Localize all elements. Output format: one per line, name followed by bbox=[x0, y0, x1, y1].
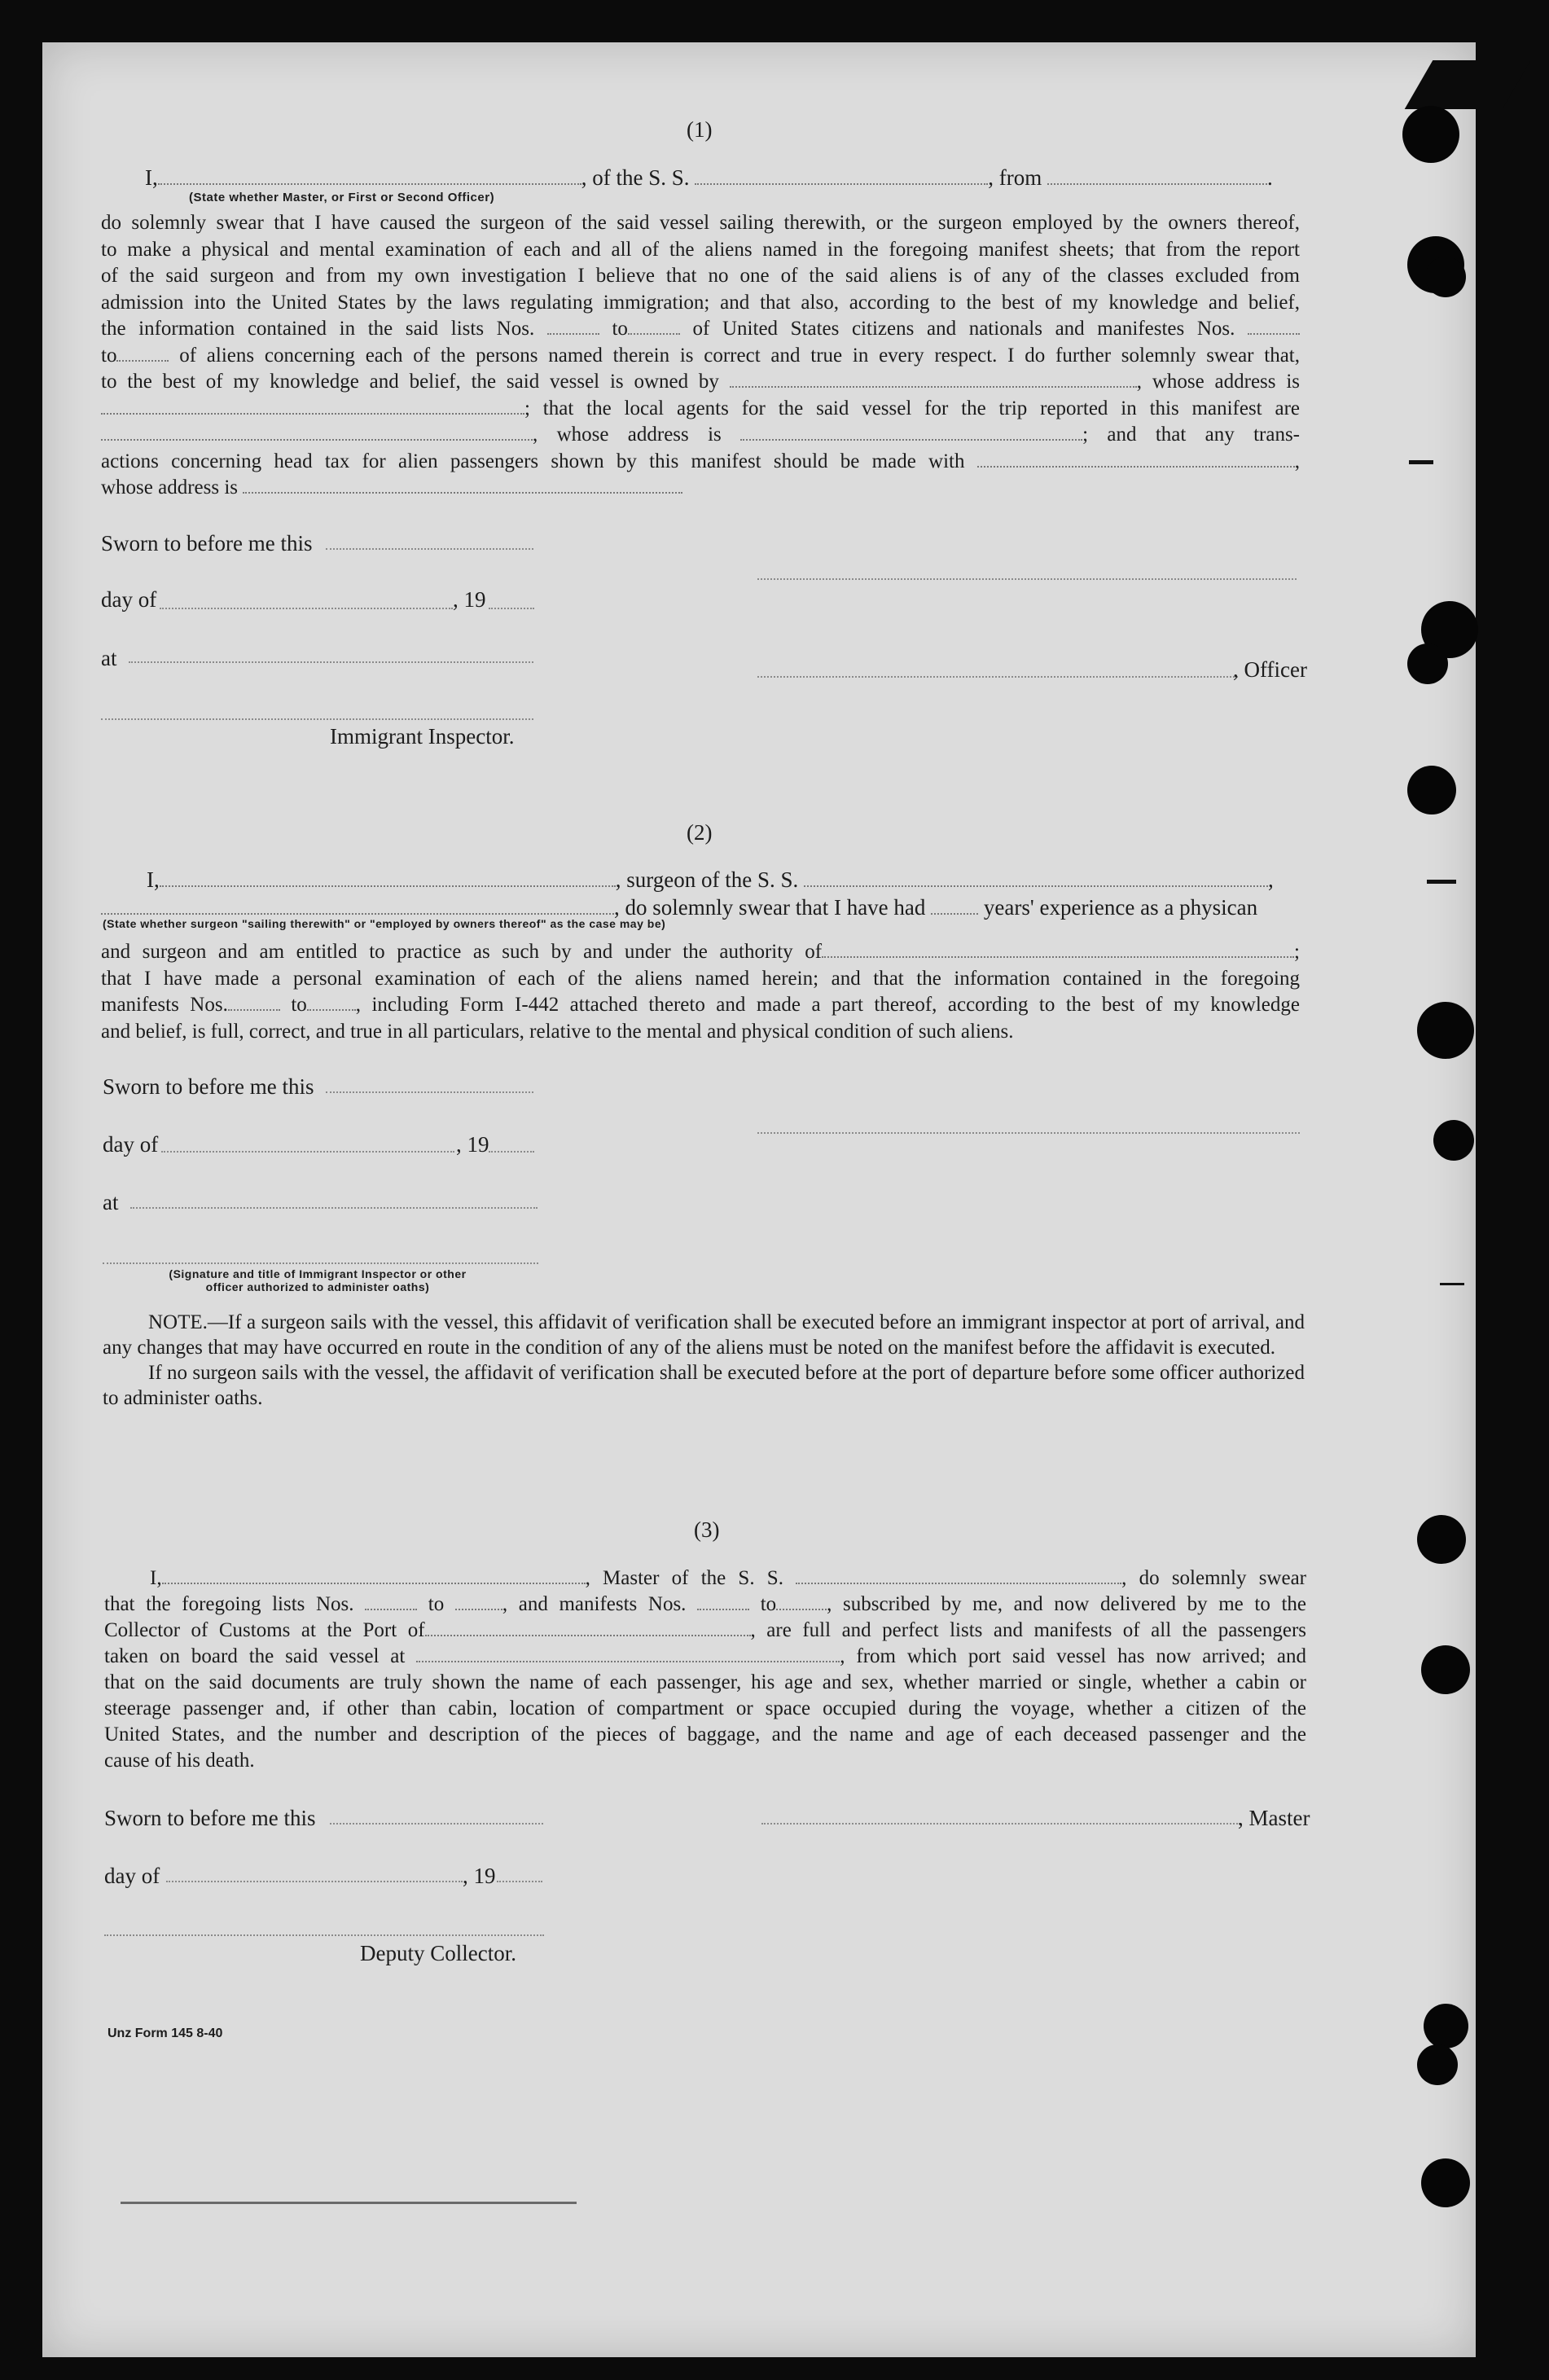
manifests-to-field[interactable] bbox=[307, 1008, 356, 1011]
head-tax-agent-field[interactable] bbox=[977, 465, 1295, 468]
binder-hole bbox=[1433, 1120, 1474, 1161]
day-of-label: day of bbox=[103, 1132, 159, 1157]
binder-hole bbox=[1421, 1645, 1470, 1694]
collector-signature-line[interactable] bbox=[104, 1934, 544, 1936]
lists-to-field[interactable] bbox=[455, 1608, 502, 1610]
officer-note: (State whether Master, or First or Second Officer) bbox=[189, 191, 495, 204]
agents-address-field[interactable] bbox=[740, 438, 1082, 441]
binder-hole bbox=[1421, 2158, 1470, 2207]
surgeon-state-note: (State whether surgeon "sailing therewith" or "employed by owners thereof" as the case may be) bbox=[103, 917, 666, 930]
manifests-from-field[interactable] bbox=[1248, 332, 1300, 335]
authority-field[interactable] bbox=[822, 955, 1294, 958]
years-field[interactable] bbox=[931, 912, 978, 915]
section1-line1 bbox=[145, 165, 1273, 191]
section1-paragraph: do solemnly swear that I have caused the surgeon of the said vessel sailing therewith, or the surgeon employed by the owners thereof, to make a physical and mental examination of each and all of the aliens named in the foregoing manifest sheets; that from the report of the said surgeon and from my own investigation I believe that no one of the said aliens is of any of the classes excluded from admission into the United States by the laws regulating immigration; and that also, according to the best of my knowledge and belief, the information contained in the said lists Nos. to of United States citizens and nationals and manifestes Nos. to of aliens concerning each of the persons named therein is correct and true in every respect. I do further solemnly swear that, to the best of my knowledge and belief, the said vessel is owned by , whose address is ; that the local agents for the said vessel for the trip reported in this manifest are , whose address is ; and that any trans- actions concerning head tax for alien passengers shown by this manifest should be made with , whose address is bbox=[101, 212, 1301, 498]
lists-to-field[interactable] bbox=[628, 332, 680, 335]
signature-line[interactable] bbox=[103, 1262, 538, 1264]
surgeon-ship-field[interactable] bbox=[804, 885, 1268, 887]
year-field[interactable] bbox=[489, 1151, 534, 1153]
officer-title-line[interactable] bbox=[757, 676, 1238, 678]
owner-field[interactable] bbox=[730, 385, 1137, 388]
lists-from-field[interactable] bbox=[365, 1608, 417, 1610]
at-field[interactable] bbox=[129, 661, 533, 663]
sworn-label: Sworn to before me this bbox=[101, 531, 313, 555]
section-number: (2) bbox=[687, 820, 713, 845]
year-label: , 19 bbox=[456, 1132, 489, 1157]
section-number: (3) bbox=[694, 1517, 720, 1542]
binder-hole bbox=[1407, 643, 1448, 684]
sworn-day-field[interactable] bbox=[326, 1091, 533, 1093]
at-label: at bbox=[101, 646, 117, 670]
year-label: , 19 bbox=[463, 1864, 496, 1888]
lists-from-field[interactable] bbox=[547, 332, 599, 335]
year-label: , 19 bbox=[453, 587, 486, 612]
section-number: (1) bbox=[687, 117, 713, 142]
signature-note-1: (Signature and title of Immigrant Inspector or other bbox=[169, 1267, 467, 1280]
inspector-label: Immigrant Inspector. bbox=[330, 724, 515, 749]
master-label: , Master bbox=[1238, 1806, 1310, 1830]
agents-field[interactable] bbox=[101, 438, 533, 441]
surgeon-signature-line[interactable] bbox=[757, 1132, 1300, 1134]
sworn-label: Sworn to before me this bbox=[104, 1806, 316, 1830]
manifests-from-field[interactable] bbox=[228, 1008, 280, 1011]
label-from: , from bbox=[988, 165, 1042, 190]
at-label: at bbox=[103, 1190, 119, 1214]
binder-hole bbox=[1425, 257, 1466, 297]
folded-corner bbox=[1405, 60, 1531, 109]
signature-note-2: officer authorized to administer oaths) bbox=[205, 1280, 430, 1293]
year-field[interactable] bbox=[489, 608, 534, 609]
section3-paragraph: I, , Master of the S. S. , do solemnly swear that the foregoing lists Nos. to , and manifests Nos. to , subscribed by me, and now delivered by me to the Collector of Customs at the Port of , are full and perfect lists and manifests of all the passengers taken on board the said vessel at , from which port said vessel has now arrived; and that on the said documents are truly shown the name of each passenger, his age and sex, whether married or single, whether a cabin or steerage passenger and, if other than cabin, location of compartment or space occupied during the voyage, whether a citizen of the United States, and the number and description of the pieces of baggage, and the name and age of each deceased passenger and the cause of his death. bbox=[104, 1567, 1307, 1772]
binder-hole bbox=[1417, 1515, 1466, 1564]
section2-paragraph: and surgeon and am entitled to practice as such by and under the authority of ; that I have made a personal examination of each of the aliens named herein; and that the information contained in the foregoing manifests Nos. to , including Form I-442 attached thereto and made a part thereof, according to the best of my knowledge and belief, is full, correct, and true in all particulars, relative to the mental and physical condition of such aliens. bbox=[101, 941, 1301, 1043]
margin-mark bbox=[1427, 880, 1456, 884]
head-tax-address-field[interactable] bbox=[243, 491, 682, 494]
ship-name-field[interactable] bbox=[796, 1582, 1121, 1584]
label-period: . bbox=[1267, 165, 1273, 190]
departure-port-field[interactable] bbox=[416, 1660, 840, 1662]
owner-address-field[interactable] bbox=[101, 412, 524, 415]
section2-line2: , do solemnly swear that I have had years' experience as a physican bbox=[101, 894, 1257, 920]
day-of-field[interactable] bbox=[160, 608, 453, 609]
manifests-to-field[interactable] bbox=[776, 1608, 827, 1610]
binder-hole bbox=[1424, 2004, 1468, 2048]
sworn-day-field[interactable] bbox=[326, 548, 533, 550]
day-of-label: day of bbox=[104, 1864, 160, 1888]
binder-hole bbox=[1417, 1002, 1474, 1059]
master-name-field[interactable] bbox=[158, 182, 581, 185]
note-paragraph-2: If no surgeon sails with the vessel, the affidavit of verification shall be executed before at the port of departure before some officer authorized to administer oaths. bbox=[103, 1362, 1305, 1409]
master-name-field[interactable] bbox=[162, 1582, 586, 1584]
label-of-ss: , of the S. S. bbox=[581, 165, 690, 190]
form-number: Unz Form 145 8-40 bbox=[108, 2027, 223, 2040]
binder-hole bbox=[1417, 2044, 1458, 2085]
officer-signature-line[interactable] bbox=[757, 578, 1297, 580]
year-field[interactable] bbox=[497, 1881, 542, 1882]
manifests-to-field[interactable] bbox=[116, 359, 169, 362]
master-signature-line[interactable] bbox=[761, 1823, 1240, 1825]
at-field[interactable] bbox=[130, 1207, 538, 1209]
day-of-label: day of bbox=[101, 587, 157, 612]
sworn-label: Sworn to before me this bbox=[103, 1074, 314, 1099]
binder-hole bbox=[1407, 766, 1456, 815]
officer-label: , Officer bbox=[1233, 657, 1307, 682]
day-of-field[interactable] bbox=[161, 1151, 454, 1153]
page-streak bbox=[121, 2202, 577, 2204]
from-port-field[interactable] bbox=[1047, 182, 1267, 185]
sworn-day-field[interactable] bbox=[330, 1823, 543, 1825]
note-block bbox=[103, 1310, 1305, 1411]
margin-mark bbox=[1440, 1283, 1464, 1285]
deputy-collector-label: Deputy Collector. bbox=[360, 1941, 516, 1965]
port-field[interactable] bbox=[425, 1634, 751, 1636]
note-paragraph-1: NOTE.—If a surgeon sails with the vessel, this affidavit of verification shall be executed before an immigrant inspector at port of arrival, and any changes that may have occurred en route in the condition of any of the aliens must be noted on the manifest before the affidavit is executed. bbox=[103, 1311, 1305, 1359]
surgeon-type-field[interactable] bbox=[101, 912, 614, 915]
inspector-signature-line[interactable] bbox=[101, 718, 533, 720]
day-of-field[interactable] bbox=[166, 1881, 463, 1882]
surgeon-name-field[interactable] bbox=[160, 885, 616, 887]
ship-name-field[interactable] bbox=[695, 182, 988, 185]
binder-hole bbox=[1402, 106, 1459, 163]
label-i: I, bbox=[145, 165, 158, 190]
manifests-from-field[interactable] bbox=[697, 1608, 749, 1610]
margin-mark bbox=[1409, 460, 1433, 464]
section2-line1: I, , surgeon of the S. S. , bbox=[147, 867, 1274, 892]
